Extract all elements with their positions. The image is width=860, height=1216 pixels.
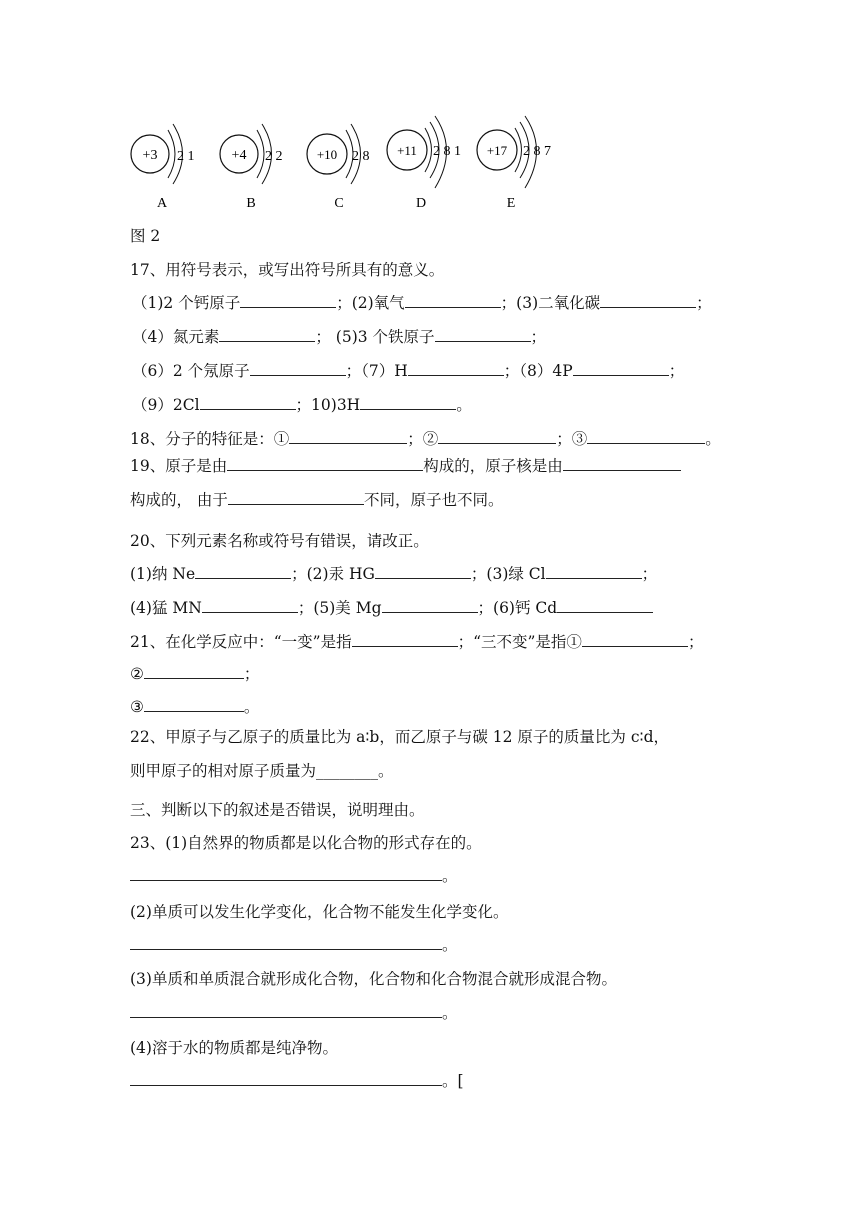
atom-c	[307, 124, 370, 211]
atom-c-shells: 2 8	[352, 149, 370, 164]
atom-a-label: A	[156, 196, 168, 211]
q17-row3: （6）2 个氖原子 ；（7）H ；（8）4P ；	[132, 362, 685, 380]
figure-caption: 图 2	[130, 227, 161, 245]
q22-line2: 则甲原子的相对原子质量为________。	[130, 762, 394, 780]
q19-line1: 19、原子是由 构成的，原子核是由	[130, 456, 681, 476]
q23-statement-2: (2)单质可以发生化学变化，化合物不能发生化学变化。	[130, 903, 509, 921]
atom-a-shells: 2 1	[177, 149, 195, 164]
q18-line: 18、分子的特征是：① ；② ；③ 。	[130, 430, 721, 448]
q21-line1: 21、在化学反应中：“一变”是指 ；“三不变”是指① ；	[130, 633, 704, 651]
q17-row1: （1)2 个钙原子 ；(2)氧气 ；(3)二氧化碳 ；	[132, 294, 712, 312]
atom-b-shells: 2 2	[265, 149, 283, 164]
q23-answer-1: 。	[130, 866, 458, 886]
atom-e-label: E	[506, 196, 516, 211]
q19-line2: 构成的， 由于 不同，原子也不同。	[130, 491, 504, 509]
q23-answer-3: 。	[130, 1003, 458, 1023]
q22-line1: 22、甲原子与乙原子的质量比为 a∶b，而乙原子与碳 12 原子的质量比为 c∶d，	[130, 728, 669, 746]
atom-b-label: B	[246, 196, 256, 211]
atom-c-label: C	[334, 196, 344, 211]
q23-answer-2: 。	[130, 935, 458, 955]
atom-structure-figure	[120, 112, 580, 212]
q20-title: 20、下列元素名称或符号有错误，请改正。	[130, 532, 429, 550]
q21-line3: ③ 。	[130, 698, 260, 716]
q23-statement-3: (3)单质和单质混合就形成化合物，化合物和化合物混合就形成混合物。	[130, 970, 617, 988]
q20-row1: (1)纳 Ne ；(2)汞 HG ；(3)绿 Cl ；	[130, 565, 658, 583]
atom-b-nucleus: +4	[231, 148, 247, 163]
q21-line2: ② ；	[130, 665, 260, 683]
atom-d-label: D	[415, 196, 427, 211]
atom-b	[220, 124, 283, 211]
q23-answer-4: 。[	[130, 1071, 464, 1091]
atom-e-shells: 2 8 7	[523, 144, 551, 159]
atom-d-nucleus: +11	[397, 143, 417, 158]
section3-title: 三、判断以下的叙述是否错误，说明理由。	[130, 801, 425, 819]
atom-d	[387, 116, 461, 211]
atom-d-shells: 2 8 1	[433, 144, 461, 159]
atom-c-nucleus: +10	[316, 147, 338, 162]
q17-row2: （4）氮元素 ； (5)3 个铁原子 ；	[132, 328, 547, 346]
q23-statement-1: 23、(1)自然界的物质都是以化合物的形式存在的。	[130, 834, 482, 852]
q23-statement-4: (4)溶于水的物质都是纯净物。	[130, 1039, 338, 1057]
atom-a-nucleus: +3	[142, 148, 158, 163]
atom-e	[477, 116, 551, 211]
q17-row4: （9）2Cl ；10)3H 。	[132, 396, 472, 414]
q20-row2: (4)猛 MN ；(5)美 Mg ；(6)钙 Cd	[130, 598, 653, 618]
q17-title: 17、用符号表示，或写出符号所具有的意义。	[130, 261, 445, 279]
atom-e-nucleus: +17	[486, 143, 508, 158]
atom-a	[131, 124, 195, 211]
